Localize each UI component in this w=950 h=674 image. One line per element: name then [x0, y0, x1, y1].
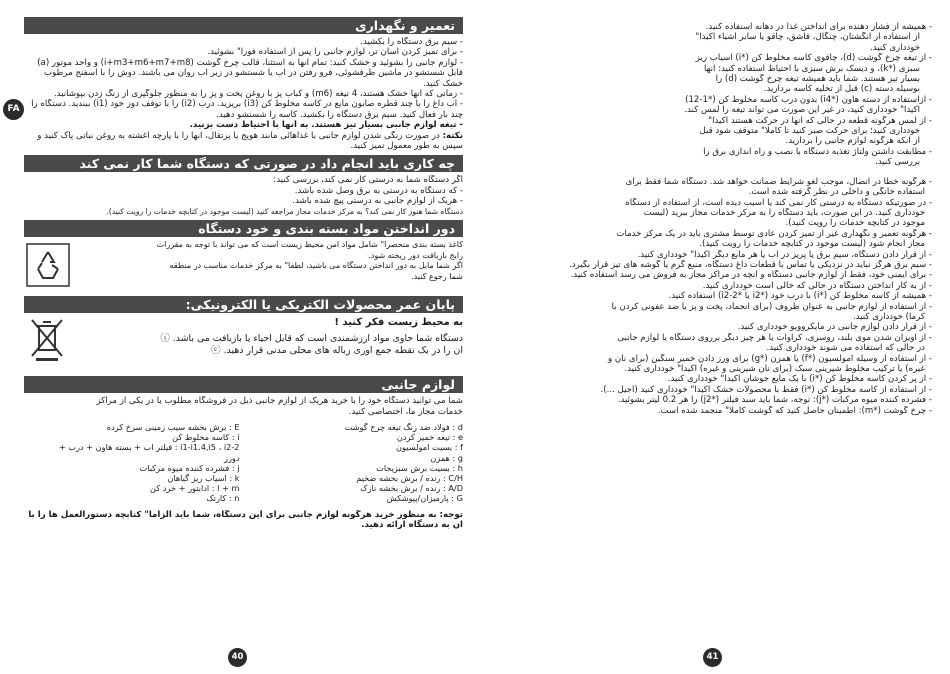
recycle-line: کاغذ بسته بندی منحصرا" شامل مواد امن محیط زیست است که می تواند با توجه به مقررات [156, 240, 463, 250]
section-title-weee: پایان عمر محصولات الکتریکی یا الکترونیکی: [24, 296, 463, 313]
recycle-line: اگر شما مایل به دور انداختن دستگاه می باشید، لطفا" به مرکز خدمات مناسب در منطقه [169, 261, 463, 271]
safety-warning-large-line: خودداری کنید؛ برای حرکت صبر کنید تا کاملا" متوقف شود قبل [699, 126, 920, 137]
safety-warning-small-line: - از قرار دادن لوازم جانبی در مایکروویو خودداری کنید. [493, 322, 932, 332]
care-item: - سیم برق دستگاه را بکشید. [24, 37, 463, 47]
care-item: - برای تمیز کردن آسان تر، لوازم جانبی را پس از استفاده فورا" بشوئید. [24, 47, 463, 57]
accessory-item: l + m : ادابتور + خرد کن [150, 483, 240, 494]
safety-warning-small-line: - از قرار دادن دستگاه، سیم برق یا پریز در اب یا هر مایع دیگر اکیدا" خودداری کنید. [493, 250, 932, 260]
safety-warning-small-line: - فشرده کننده میوه مرکبات (*j): توجه، شما باید سبد فیلتر (*j2) را هر 0.2 لیتر بشوئید. [493, 395, 932, 405]
safety-warning-small-line: - از استفاده از کاسه مخلوط کن (*i) فقط با محصولات خشک اکیدا" خودداری کنید (اجیل ...). [493, 385, 932, 395]
collection-bullet-icon: ⓒ [211, 345, 221, 357]
trouble-list [24, 186, 463, 207]
safety-warning-large-line: بوسیله دسته (c) قبل از تخلیه کاسه بردارید. [763, 84, 920, 95]
weee-block [24, 316, 463, 368]
accessory-item: g : همزن [430, 452, 463, 463]
accessory-item: j : فشرده کننده میوه مرکبات [139, 462, 240, 473]
accessory-item: E : برش بخشه سیب زمینی سرخ کرده [106, 421, 240, 432]
trouble-intro: اگر دستگاه شما به درستی کار نمی کند، بررسی کنید: [273, 175, 463, 186]
safety-warning-small-line: - سیم برق هرگز نباید در نزدیکی یا تماس با قطعات داغ دستگاه، منبع گرم یا گوشه های تیز قرار بگیرد. [493, 260, 932, 270]
safety-warning-small-line: - همیشه از کاسه مخلوط کن (*i) با درب خود (*i2 یا *i2-2) استفاده کنید. [493, 291, 932, 301]
weee-line-text: ان را در یک نقطه جمع اوری زباله های محلی مدنی قرار دهید. [223, 345, 463, 357]
accessories-grid [24, 422, 463, 504]
accessory-item: n : کارتک [206, 493, 240, 504]
weee-line-text: دستگاه شما حاوی مواد ارزشمندی است که قابل احیاء یا بازیافت می باشد. [172, 333, 463, 345]
trouble-item: - هریک از لوازم جانبی به درستی پیچ شده باشد. [24, 196, 463, 206]
safety-warning-large-line: از آنکه هرگونه لوازم جانبی را بردارید. [785, 136, 920, 147]
accessory-item: d : فولاد ضد زنگ تیغه چرخ گوشت [344, 421, 463, 432]
safety-warnings-small [493, 177, 932, 416]
safety-warning-small-line: - از استفاده از لوازم جانبی به عنوان ظروف (برای انجماد، پخت و پز یا ضد عفونی کردن با [493, 302, 932, 312]
care-note-text: در صورت رنگی شدن لوازم جانبی با غذاهائی مانند هویج یا پرتقال، آنها را با پارچه آغشته به روغن نباتی پاک کنید و سپس به طور معمول تمیز کنید. [37, 130, 463, 152]
safety-warning-small-line: موجود در کتابچه خدمات را رویت کنید). [785, 218, 925, 229]
recycle-block [24, 240, 463, 290]
section-title-recycle: دور انداختن مواد بسته بندی و خود دستگاه [24, 220, 463, 237]
crossed-bin-icon [30, 316, 64, 362]
accessories-intro: خدمات مجاز ما، اختصاصی کنید. [348, 406, 463, 417]
info-bullet-icon: ⓘ [160, 333, 170, 345]
safety-warning-large-line: از استفاده از انگشتان، چنگال، قاشق، چاقو یا سایر اشیاء اکیدا" [695, 32, 920, 43]
safety-warning-large-line: - از لمس هرگونه قطعه در حالی که آنها در حرکت هستند اکیدا" [493, 116, 932, 126]
care-note [24, 131, 463, 152]
accessory-item: G : پارمیزان/پپوشکش [386, 493, 463, 504]
recycle-line: شما رجوع کنید. [411, 271, 463, 281]
accessory-item: دورز [223, 452, 240, 463]
accessories-intro: شما می توانید دستگاه خود را با خرید هریک از لوازم جانبی ذیل در فروشگاه مطلوب یا در یکی از مراکز [96, 396, 463, 407]
accessory-item: f : بسیت امولسیون [396, 442, 463, 453]
accessories-note: توجه: به منظور خرید هرگونه لوازم جانبی برای این دستگاه، شما باید الزاما" کتابچه دستورالعمل ها را با ان به دستگاه ارائه دهید. [28, 509, 463, 530]
section-title-care: تعمیر و نگهداری [24, 17, 463, 34]
safety-warning-large-line: بسیار تیز هستند. شما باید همیشه تیغه چرخ گوشت (d) را [715, 74, 920, 85]
page-41 [475, 0, 950, 674]
safety-warning-large-line: خودداری کنید. [870, 42, 920, 53]
accessory-item: C/H : رنده / برش بخشه ضخیم [356, 472, 463, 483]
safety-warning-small-line: - چرخ گوشت (*m): اطمینان حاصل کنید که گوشت کاملا" منجمد شده است. [493, 406, 932, 416]
safety-warning-small-line: - در صورتیکه دستگاه به درستی کار نمی کند یا اسیب دیده است، از استفاده از دستگاه [493, 198, 932, 208]
accessory-item: h : بسیت برش سبزیجات [376, 462, 463, 473]
section-title-accessories: لوازم جانبی [24, 376, 463, 393]
accessory-item: i1-i1.4,i5 ، i2-2 : فیلتر اب + بسته هاون + درب + [58, 442, 240, 453]
safety-warning-large-line: - مطابقت داشتن ولتاژ تغذیه دستگاه با نصب و راه اندازی برق را [493, 147, 932, 157]
safety-warning-small-line: - از پر کردن کاسه مخلوط کن (*i) با یک مایع جوشان اکیدا" خودداری کنید. [493, 374, 932, 384]
safety-warning-large-line: - از تیغه چرخ گوشت (d)، چاقوی کاسه مخلوط کن (*i) آسیاب ریز [493, 53, 932, 63]
care-item: - آب داغ را با چند قطره صابون مایع در کاسه مخلوط کن (i3) بریزید. درب (i2) را با توقف دوز خود (i1) ببندید. دستگاه را چند بار فعال کنید. سیم برق دستگاه را بکشید. کاسه را شستشو دهید. [24, 99, 463, 120]
accessory-item: k : اسیاب ریز گیاهان [167, 472, 240, 483]
safety-warning-small-line: در حالی که استفاده می شوند خودداری کنید. [766, 343, 925, 354]
trouble-item: - که دستگاه به درستی به برق وصل شده باشد. [24, 186, 463, 196]
section-title-trouble: چه کاری باید انجام داد در صورتی که دستگاه شما کار نمی کند [24, 155, 463, 172]
safety-warning-small-line: - هرگونه خطا در اتصال، موجب لغو شرایط ضمانت خواهد شد. دستگاه شما فقط برای [493, 177, 932, 187]
accessory-item: A/D : رنده / برش بخشه نازک [360, 483, 463, 494]
recycling-icon [26, 243, 70, 287]
language-badge: FA [3, 99, 24, 120]
care-list [24, 37, 463, 131]
care-item: - زمانی که آنها خشک هستند، 4 تیغه (m6) و کباب پز با روغن پخت و پز را به منظور جلوگیری از زنگ زدن بپوشانید. [24, 89, 463, 99]
safety-warning-small-line: کرما) خودداری کنید. [852, 311, 925, 322]
care-item: - لوازم جانبی را بشوئید و خشک کنید: تمام آنها به استثنا، قالب چرخ گوشت (i+m3+m6+m7+m8) و واحد موتور (a) قابل شستشو در ماشین ظرفشوئی، فرو رفتن در اب یا شستشو در زیر اب روان می باشند. دوش را با اسفنج مرطوب خشک کنید. [24, 58, 463, 89]
safety-warning-small-line: - از استفاده از وسیله امولسیون (*f) یا همزن (*g) برای ورز دادن خمیر سنگین (برای نان و [493, 354, 932, 364]
safety-warning-large-line: اکیدا" خودداری کنید، در غیر این صورت می تواند تیغه را لمس کند. [684, 105, 920, 116]
page-number-40: 40 [228, 648, 247, 667]
safety-warning-small-line: - از اویزان شدن موی بلند، روسری، کراوات یا هر چیز دیگر برروی دستگاه یا لوازم جانبی [493, 333, 932, 343]
care-note-label: نکته: [442, 130, 463, 141]
trouble-outro: دستگاه شما هنوز کار نمی کند؟ به مرکز خدمات مجاز مراجعه کنید (لیست موجود در کتابچه خدمات را رویت کنید). [106, 206, 463, 216]
safety-warning-small-line: - برای ایمنی خود، فقط از لوازم جانبی دستگاه و انچه در مراکز مجاز به فروش می رسد استفاده کنید. [493, 270, 932, 280]
weee-subhead: به محیط زیست فکر کنید ! [334, 317, 463, 329]
safety-warning-small-line: - از به کار انداختن دستگاه در حالی که خالی است خودداری کنید. [493, 281, 932, 291]
safety-warning-large-line: - ازاستفاده از دسته هاون (*i4) بدون درب کاسه مخلوط کن (*1-12) [493, 95, 932, 105]
weee-line [72, 333, 463, 345]
accessory-item: i : کاسه مخلوط کن [172, 432, 240, 443]
safety-warning-small-line: - هرگونه تعمیر و نگهداری غیر از تمیز کردن عادی توسط مشتری باید در یک مرکز خدمات [493, 229, 932, 239]
weee-line [72, 345, 463, 357]
page-number-41: 41 [703, 648, 722, 667]
safety-warning-large-line: سبزی (*k)، و دیسک برش سبزی با احتیاط استفاده کنید: آنها [704, 63, 920, 74]
safety-warning-small-line: مجاز انجام شود (لیست موجود در کتابچه خدمات را رویت کنید). [699, 239, 925, 250]
safety-warning-small-line: خودداری کنید. در این صورت، باید دستگاه را به مرکز خدمات مجاز ببرید (لیست [643, 207, 925, 218]
safety-warning-small-line: استفاده خانگی و داخلی در نظر گرفته شده است. [748, 187, 925, 198]
care-warning: - تیغه لوازم جانبی بسیار تیز هستند. به آنها با احتیاط دست بزنید. [24, 120, 463, 130]
safety-warning-large-line: بررسی کنید. [875, 157, 920, 168]
safety-warning-large-line: - همیشه از فشار دهنده برای انداختن غذا در دهانه استفاده کنید. [493, 22, 932, 32]
safety-warnings-large [493, 22, 932, 168]
safety-warning-small-line: غیره) یا ترکیب مخلوط شیرینی سبک (برای نان شیرینی و غیره) اکیدا" خودداری کنید. [624, 364, 925, 374]
recycle-line: رایج بازیافت دور ریخته شود. [368, 250, 463, 260]
accessory-item: e : تیغه خمیر کردن [396, 432, 463, 443]
